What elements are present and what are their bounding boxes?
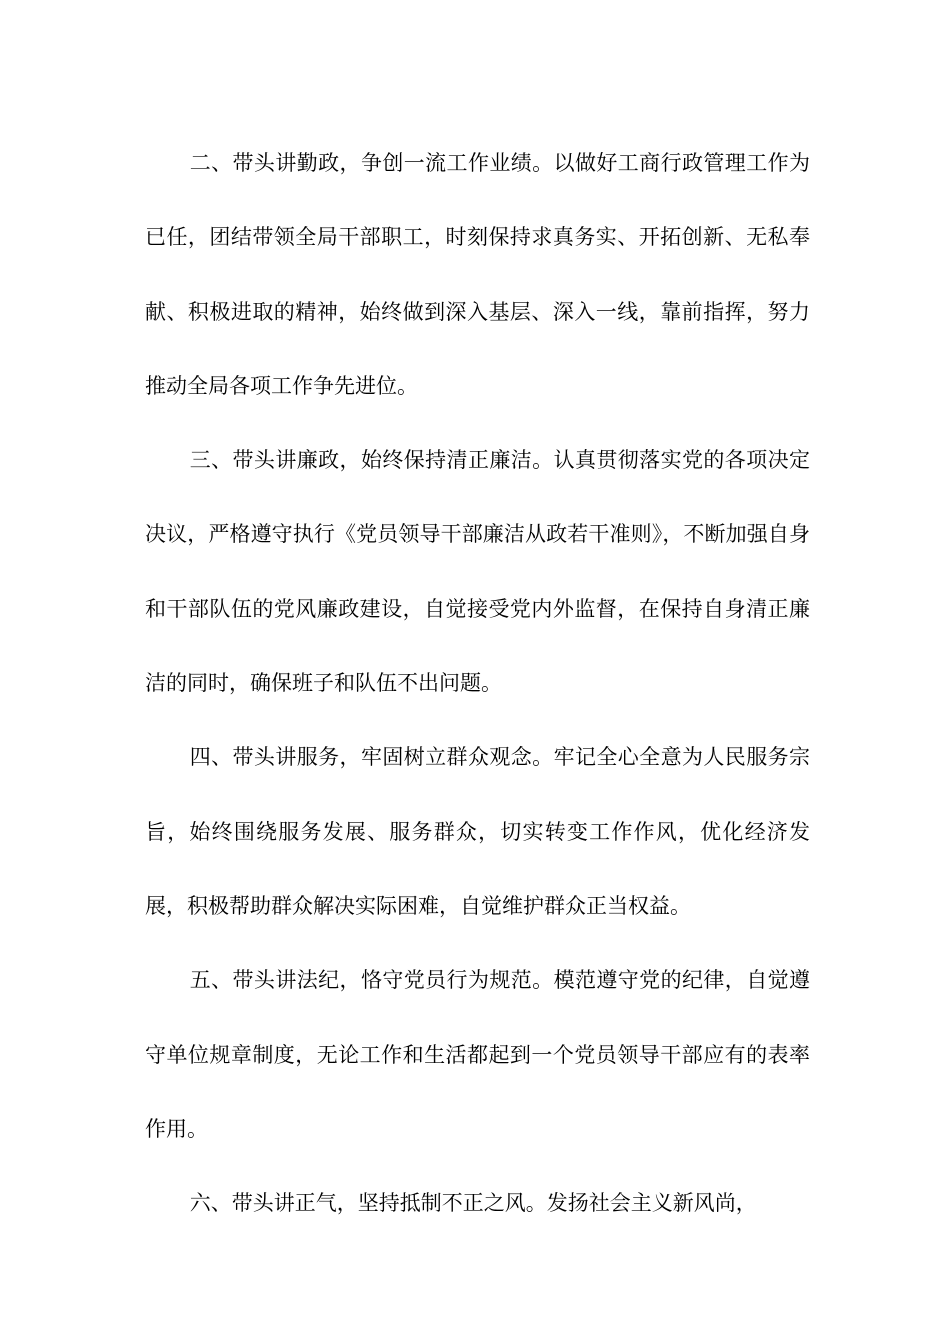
paragraph-service: 四、带头讲服务，牢固树立群众观念。牢记全心全意为人民服务宗旨，始终围绕服务发展、服务群众，切实转变工作作风，优化经济发展，积极帮助群众解决实际困难，自觉维护群众正当权益。: [145, 745, 810, 918]
paragraph-righteousness: 六、带头讲正气，坚持抵制不正之风。发扬社会主义新风尚，: [189, 1191, 757, 1216]
paragraph-discipline: 五、带头讲法纪，恪守党员行为规范。模范遵守党的纪律，自觉遵守单位规章制度，无论工作和生活都起到一个党员领导干部应有的表率作用。: [145, 968, 810, 1141]
paragraph-diligence: 二、带头讲勤政，争创一流工作业绩。以做好工商行政管理工作为已任，团结带领全局干部职工，时刻保持求真务实、开拓创新、无私奉献、积极进取的精神，始终做到深入基层、深入一线，靠前指挥，努力推动全局各项工作争先进位。: [145, 151, 810, 398]
document-body: [145, 126, 810, 1240]
paragraph-integrity: 三、带头讲廉政，始终保持清正廉洁。认真贯彻落实党的各项决定决议，严格遵守执行《党员领导干部廉洁从政若干准则》，不断加强自身和干部队伍的党风廉政建设，自觉接受党内外监督，在保持自身清正廉洁的同时，确保班子和队伍不出问题。: [145, 448, 810, 696]
